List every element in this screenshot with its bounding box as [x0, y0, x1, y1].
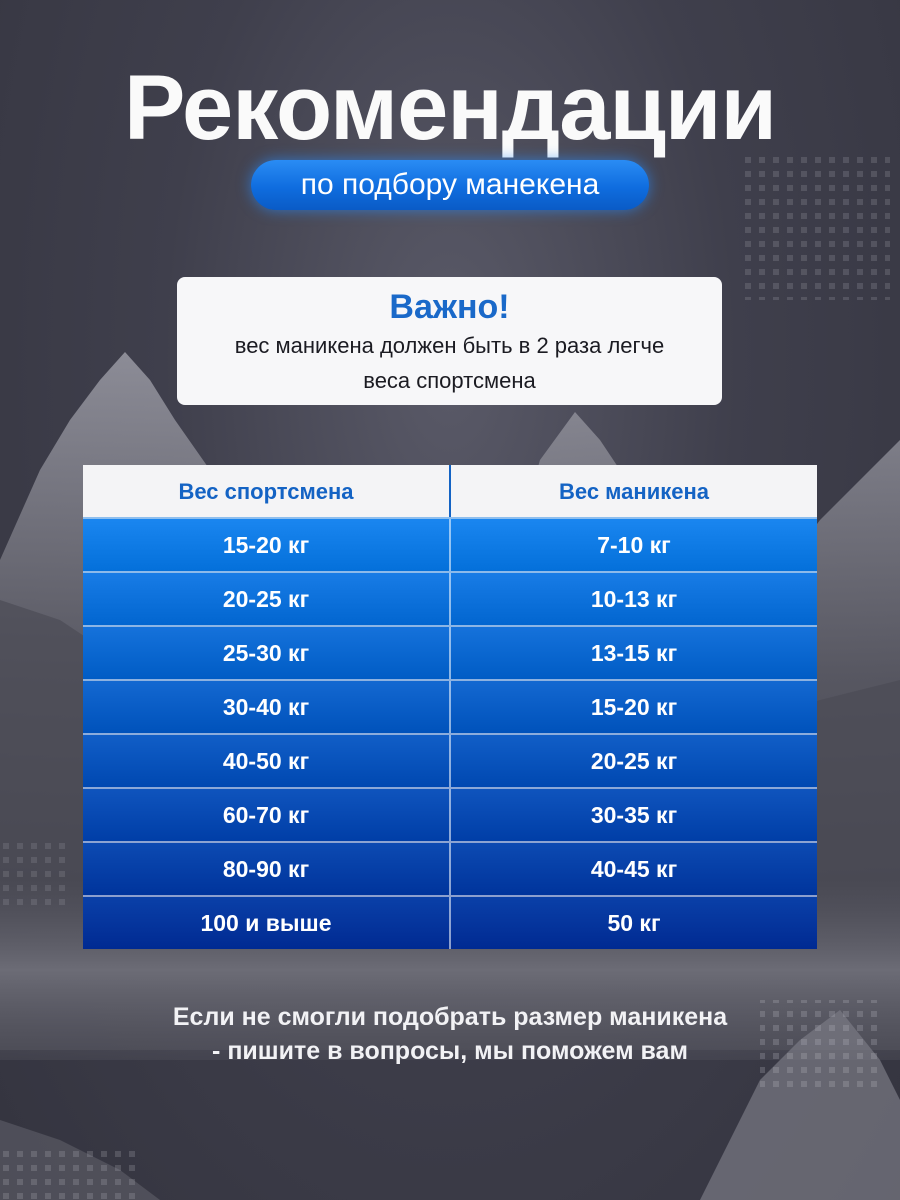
footer-text: [0, 1000, 900, 1068]
table-row: [83, 517, 817, 571]
dummy-weight-cell: 50 кг: [607, 910, 661, 936]
table-row: [83, 571, 817, 625]
dummy-weight-cell: 10-13 кг: [590, 586, 678, 612]
header-athlete-weight: Вес спортсмена: [83, 465, 451, 517]
table-row: [83, 787, 817, 841]
weight-table: [83, 465, 817, 949]
dummy-weight-cell: 7-10 кг: [597, 532, 671, 558]
athlete-weight-cell: 100 и выше: [83, 897, 451, 949]
athlete-weight-cell: 40-50 кг: [83, 735, 451, 787]
dummy-weight-cell: 40-45 кг: [590, 856, 678, 882]
table-row: [83, 625, 817, 679]
athlete-weight-cell: 15-20 кг: [83, 519, 451, 571]
page-title: Рекомендации: [123, 57, 777, 159]
athlete-weight-cell: 20-25 кг: [83, 573, 451, 625]
footer-line-2: - пишите в вопросы, мы поможем вам: [212, 1037, 688, 1065]
notice-line-1: вес маникена должен быть в 2 раза легче: [234, 333, 665, 358]
table-header: [83, 465, 817, 517]
header-dummy-weight: Вес маникена: [559, 479, 709, 504]
table-row: [83, 733, 817, 787]
dummy-weight-cell: 30-35 кг: [590, 802, 678, 828]
dummy-weight-cell: 15-20 кг: [590, 694, 678, 720]
table-row: [83, 841, 817, 895]
athlete-weight-cell: 25-30 кг: [83, 627, 451, 679]
subtitle-badge: по подбору манекена: [251, 160, 649, 210]
notice-line-2: веса спортсмена: [363, 368, 536, 393]
notice-title: Важно!: [389, 288, 510, 326]
table-row: [83, 895, 817, 949]
athlete-weight-cell: 60-70 кг: [83, 789, 451, 841]
athlete-weight-cell: 80-90 кг: [83, 843, 451, 895]
footer-line-1: Если не смогли подобрать размер маникена: [172, 1003, 728, 1031]
table-body: [83, 517, 817, 949]
athlete-weight-cell: 30-40 кг: [83, 681, 451, 733]
dummy-weight-cell: 13-15 кг: [590, 640, 678, 666]
table-row: [83, 679, 817, 733]
important-notice: [177, 277, 722, 405]
dummy-weight-cell: 20-25 кг: [590, 748, 678, 774]
